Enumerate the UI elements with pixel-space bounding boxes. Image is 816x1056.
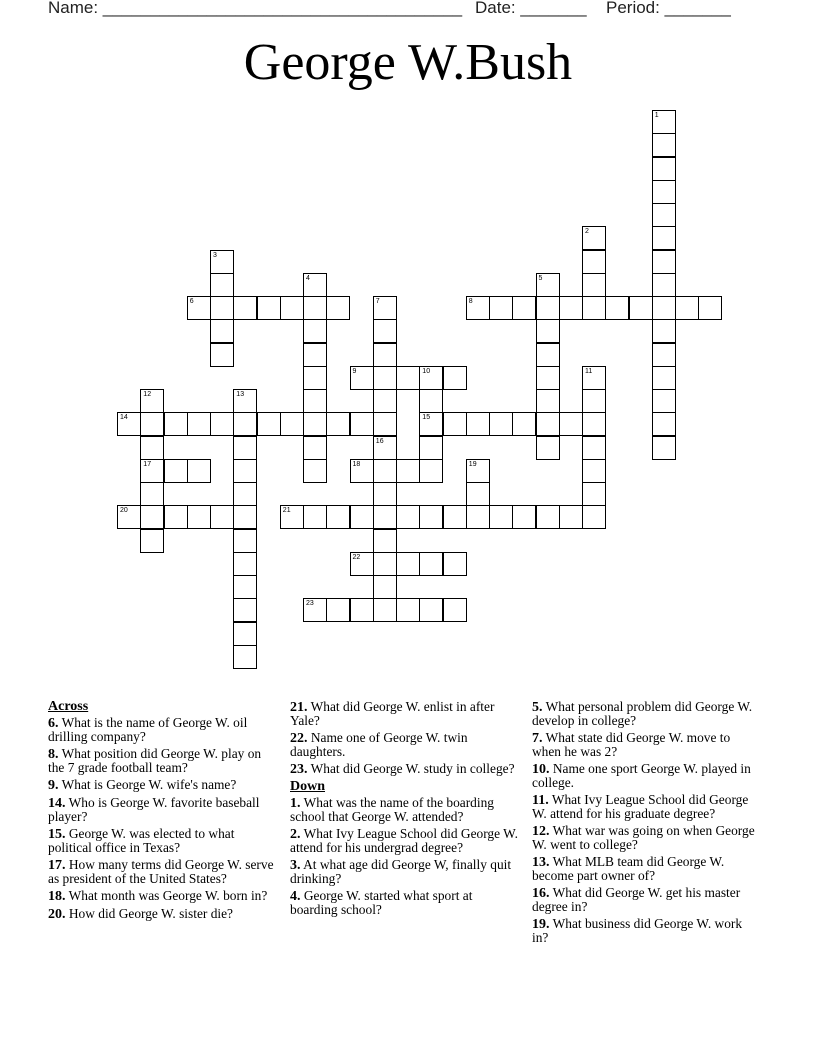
grid-cell[interactable] — [443, 412, 467, 436]
clue-number: 23 — [306, 600, 314, 608]
grid-cell[interactable] — [582, 273, 606, 297]
grid-cell[interactable] — [117, 505, 141, 529]
clues-column-1 — [48, 700, 276, 925]
grid-cell[interactable] — [233, 296, 257, 320]
grid-cell[interactable] — [419, 389, 443, 413]
grid-cell[interactable] — [559, 296, 583, 320]
grid-cell[interactable] — [373, 575, 397, 599]
grid-cell[interactable] — [559, 505, 583, 529]
clue-across-22: 22. Name one of George W. twin daughters. — [290, 730, 468, 759]
grid-cell[interactable] — [140, 459, 164, 483]
period-field-label[interactable]: Period: _______ — [606, 0, 731, 17]
grid-cell[interactable] — [164, 459, 188, 483]
grid-cell[interactable] — [582, 366, 606, 390]
grid-cell[interactable] — [373, 598, 397, 622]
grid-cell[interactable] — [210, 296, 234, 320]
clue-number: 18 — [352, 460, 361, 468]
grid-cell[interactable] — [233, 622, 257, 646]
grid-cell[interactable] — [373, 319, 397, 343]
grid-cell[interactable] — [233, 412, 257, 436]
grid-cell[interactable] — [443, 366, 467, 390]
grid-cell[interactable] — [396, 598, 420, 622]
grid-cell[interactable] — [233, 598, 257, 622]
grid-cell[interactable] — [419, 436, 443, 460]
across-heading: Across — [48, 699, 89, 714]
grid-cell[interactable] — [233, 482, 257, 506]
grid-cell[interactable] — [582, 389, 606, 413]
grid-cell[interactable] — [303, 296, 327, 320]
clue-across-23: 23. What did George W. study in college? — [290, 761, 515, 777]
grid-cell[interactable] — [303, 598, 327, 622]
grid-cell[interactable] — [326, 412, 350, 436]
grid-cell[interactable] — [373, 505, 397, 529]
grid-cell[interactable] — [373, 296, 397, 320]
grid-cell[interactable] — [187, 505, 211, 529]
grid-cell[interactable] — [303, 389, 327, 413]
grid-cell[interactable] — [257, 412, 281, 436]
grid-cell[interactable] — [605, 296, 629, 320]
grid-cell[interactable] — [164, 412, 188, 436]
grid-cell[interactable] — [303, 505, 327, 529]
clue-number: 19 — [468, 460, 477, 468]
clue-number: 16 — [375, 437, 384, 445]
clue-number: 15 — [422, 414, 431, 422]
clue-across-20: 20. How did George W. sister die? — [48, 906, 233, 922]
clue-down-7: 7. What state did George W. move to when he was 2? — [532, 730, 731, 759]
grid-cell[interactable] — [675, 296, 699, 320]
clue-down-3: 3. At what age did George W, finally quit drinking? — [290, 857, 512, 886]
clue-across-17: 17. How many terms did George W. serve as president of the United States? — [48, 857, 274, 886]
grid-cell[interactable] — [326, 505, 350, 529]
grid-cell[interactable] — [536, 296, 560, 320]
grid-cell[interactable] — [326, 296, 350, 320]
grid-cell[interactable] — [652, 250, 676, 274]
grid-cell[interactable] — [373, 343, 397, 367]
grid-cell[interactable] — [536, 389, 560, 413]
clue-number: 22 — [352, 553, 361, 561]
clue-down-11: 11. What Ivy League School did George W. attend for his graduate degree? — [532, 792, 749, 821]
grid-cell[interactable] — [303, 412, 327, 436]
grid-cell[interactable] — [140, 436, 164, 460]
grid-cell[interactable] — [350, 412, 374, 436]
clue-down-16: 16. What did George W. get his master degree in? — [532, 885, 741, 914]
grid-cell[interactable] — [512, 505, 536, 529]
grid-cell[interactable] — [233, 529, 257, 553]
grid-cell[interactable] — [536, 366, 560, 390]
clue-number: 5 — [538, 274, 543, 282]
grid-cell[interactable] — [512, 412, 536, 436]
grid-cell[interactable] — [466, 459, 490, 483]
grid-cell[interactable] — [210, 505, 234, 529]
grid-cell[interactable] — [303, 436, 327, 460]
clue-down-12: 12. What war was going on when George W. went to college? — [532, 823, 755, 852]
clue-across-8: 8. What position did George W. play on the 7 grade football team? — [48, 746, 262, 775]
grid-cell[interactable] — [652, 157, 676, 181]
grid-cell[interactable] — [303, 459, 327, 483]
grid-cell[interactable] — [536, 412, 560, 436]
clue-across-21: 21. What did George W. enlist in after Yale? — [290, 699, 495, 728]
grid-cell[interactable] — [280, 412, 304, 436]
grid-cell[interactable] — [303, 273, 327, 297]
grid-cell[interactable] — [652, 296, 676, 320]
grid-cell[interactable] — [443, 505, 467, 529]
grid-cell[interactable] — [536, 343, 560, 367]
date-field-label[interactable]: Date: _______ — [475, 0, 587, 17]
grid-cell[interactable] — [280, 296, 304, 320]
clue-down-5: 5. What personal problem did George W. develop in college? — [532, 699, 753, 728]
grid-cell[interactable] — [210, 319, 234, 343]
grid-cell[interactable] — [582, 436, 606, 460]
grid-cell[interactable] — [443, 598, 467, 622]
grid-cell[interactable] — [652, 203, 676, 227]
grid-cell[interactable] — [396, 366, 420, 390]
grid-cell[interactable] — [582, 250, 606, 274]
clue-number: 21 — [282, 507, 291, 515]
clue-number: 2 — [585, 228, 589, 236]
clue-down-4: 4. George W. started what sport at boarding school? — [290, 888, 473, 917]
grid-cell[interactable] — [652, 389, 676, 413]
clue-across-6: 6. What is the name of George W. oil drilling company? — [48, 715, 248, 744]
grid-cell[interactable] — [350, 552, 374, 576]
grid-cell[interactable] — [536, 319, 560, 343]
grid-cell[interactable] — [373, 366, 397, 390]
grid-cell[interactable] — [303, 343, 327, 367]
grid-cell[interactable] — [140, 389, 164, 413]
grid-cell[interactable] — [652, 366, 676, 390]
grid-cell[interactable] — [187, 459, 211, 483]
grid-cell[interactable] — [233, 459, 257, 483]
grid-cell[interactable] — [140, 505, 164, 529]
clues-column-2 — [290, 700, 518, 920]
grid-cell[interactable] — [350, 598, 374, 622]
grid-cell[interactable] — [652, 343, 676, 367]
grid-cell[interactable] — [652, 412, 676, 436]
grid-cell[interactable] — [187, 412, 211, 436]
grid-cell[interactable] — [233, 436, 257, 460]
grid-cell[interactable] — [652, 273, 676, 297]
grid-cell[interactable] — [419, 552, 443, 576]
grid-cell[interactable] — [466, 296, 490, 320]
clue-number: 9 — [352, 367, 357, 375]
grid-cell[interactable] — [187, 296, 211, 320]
grid-cell[interactable] — [582, 412, 606, 436]
grid-cell[interactable] — [489, 505, 513, 529]
clue-number: 8 — [468, 298, 473, 305]
grid-cell[interactable] — [303, 319, 327, 343]
clue-across-9: 9. What is George W. wife's name? — [48, 777, 237, 793]
grid-cell[interactable] — [117, 412, 141, 436]
grid-cell[interactable] — [419, 598, 443, 622]
grid-cell[interactable] — [489, 296, 513, 320]
grid-cell[interactable] — [373, 459, 397, 483]
page-title: George W.Bush — [243, 34, 573, 91]
grid-cell[interactable] — [140, 482, 164, 506]
grid-cell[interactable] — [210, 412, 234, 436]
grid-cell[interactable] — [419, 459, 443, 483]
clue-number: 14 — [120, 414, 128, 422]
grid-cell[interactable] — [257, 296, 281, 320]
grid-cell[interactable] — [233, 645, 257, 669]
grid-cell[interactable] — [652, 226, 676, 250]
grid-cell[interactable] — [303, 366, 327, 390]
clue-number: 4 — [306, 274, 310, 282]
clue-down-2: 2. What Ivy League School did George W. attend for his undergrad degree? — [290, 826, 518, 855]
clue-down-19: 19. What business did George W. work in? — [532, 916, 743, 945]
grid-cell[interactable] — [233, 505, 257, 529]
grid-cell[interactable] — [373, 436, 397, 460]
grid-cell[interactable] — [350, 505, 374, 529]
grid-cell[interactable] — [652, 180, 676, 204]
grid-cell[interactable] — [373, 389, 397, 413]
grid-cell[interactable] — [419, 505, 443, 529]
name-field-label[interactable]: Name: ______________________________________ — [48, 0, 463, 17]
grid-cell[interactable] — [350, 459, 374, 483]
clue-across-14: 14. Who is George W. favorite baseball player? — [48, 795, 260, 824]
grid-cell[interactable] — [140, 529, 164, 553]
grid-cell[interactable] — [373, 482, 397, 506]
grid-cell[interactable] — [373, 412, 397, 436]
clue-number: 10 — [422, 367, 431, 375]
clue-number: 20 — [120, 507, 128, 515]
grid-cell[interactable] — [489, 412, 513, 436]
clue-down-13: 13. What MLB team did George W. become part owner of? — [532, 854, 725, 883]
grid-cell[interactable] — [536, 505, 560, 529]
clue-down-1: 1. What was the name of the boarding school that George W. attended? — [290, 795, 494, 824]
clue-number: 17 — [143, 460, 152, 468]
clue-down-10: 10. Name one sport George W. played in college. — [532, 761, 751, 790]
grid-cell[interactable] — [373, 529, 397, 553]
grid-cell[interactable] — [280, 505, 304, 529]
grid-cell[interactable] — [233, 389, 257, 413]
grid-cell[interactable] — [652, 110, 676, 134]
grid-cell[interactable] — [210, 343, 234, 367]
grid-cell[interactable] — [559, 412, 583, 436]
down-heading: Down — [290, 779, 326, 794]
clue-number: 12 — [143, 391, 152, 398]
grid-cell[interactable] — [582, 482, 606, 506]
grid-cell[interactable] — [419, 366, 443, 390]
grid-cell[interactable] — [210, 250, 234, 274]
grid-cell[interactable] — [466, 412, 490, 436]
grid-cell[interactable] — [396, 552, 420, 576]
grid-cell[interactable] — [326, 598, 350, 622]
grid-cell[interactable] — [466, 505, 490, 529]
grid-cell[interactable] — [629, 296, 653, 320]
clue-number: 1 — [654, 112, 659, 119]
grid-cell[interactable] — [582, 296, 606, 320]
grid-cell[interactable] — [350, 366, 374, 390]
grid-cell[interactable] — [396, 459, 420, 483]
clue-number: 13 — [236, 391, 245, 398]
clue-across-15: 15. George W. was elected to what political office in Texas? — [48, 826, 235, 855]
grid-cell[interactable] — [698, 296, 722, 320]
clue-number: 6 — [189, 298, 194, 305]
grid-cell[interactable] — [466, 482, 490, 506]
grid-cell[interactable] — [373, 552, 397, 576]
clue-across-18: 18. What month was George W. born in? — [48, 888, 268, 904]
grid-cell[interactable] — [396, 505, 420, 529]
grid-cell[interactable] — [443, 552, 467, 576]
grid-cell[interactable] — [164, 505, 188, 529]
grid-cell[interactable] — [233, 575, 257, 599]
clue-number: 11 — [585, 367, 593, 375]
grid-cell[interactable] — [582, 226, 606, 250]
grid-cell[interactable] — [652, 436, 676, 460]
grid-cell[interactable] — [582, 459, 606, 483]
grid-cell[interactable] — [536, 436, 560, 460]
grid-cell[interactable] — [210, 273, 234, 297]
grid-cell[interactable] — [140, 412, 164, 436]
grid-cell[interactable] — [512, 296, 536, 320]
clues-column-3 — [532, 700, 760, 948]
grid-cell[interactable] — [652, 319, 676, 343]
grid-cell[interactable] — [652, 133, 676, 157]
grid-cell[interactable] — [536, 273, 560, 297]
grid-cell[interactable] — [582, 505, 606, 529]
clue-number: 3 — [213, 251, 217, 259]
grid-cell[interactable] — [419, 412, 443, 436]
clue-number: 7 — [375, 298, 380, 305]
grid-cell[interactable] — [233, 552, 257, 576]
